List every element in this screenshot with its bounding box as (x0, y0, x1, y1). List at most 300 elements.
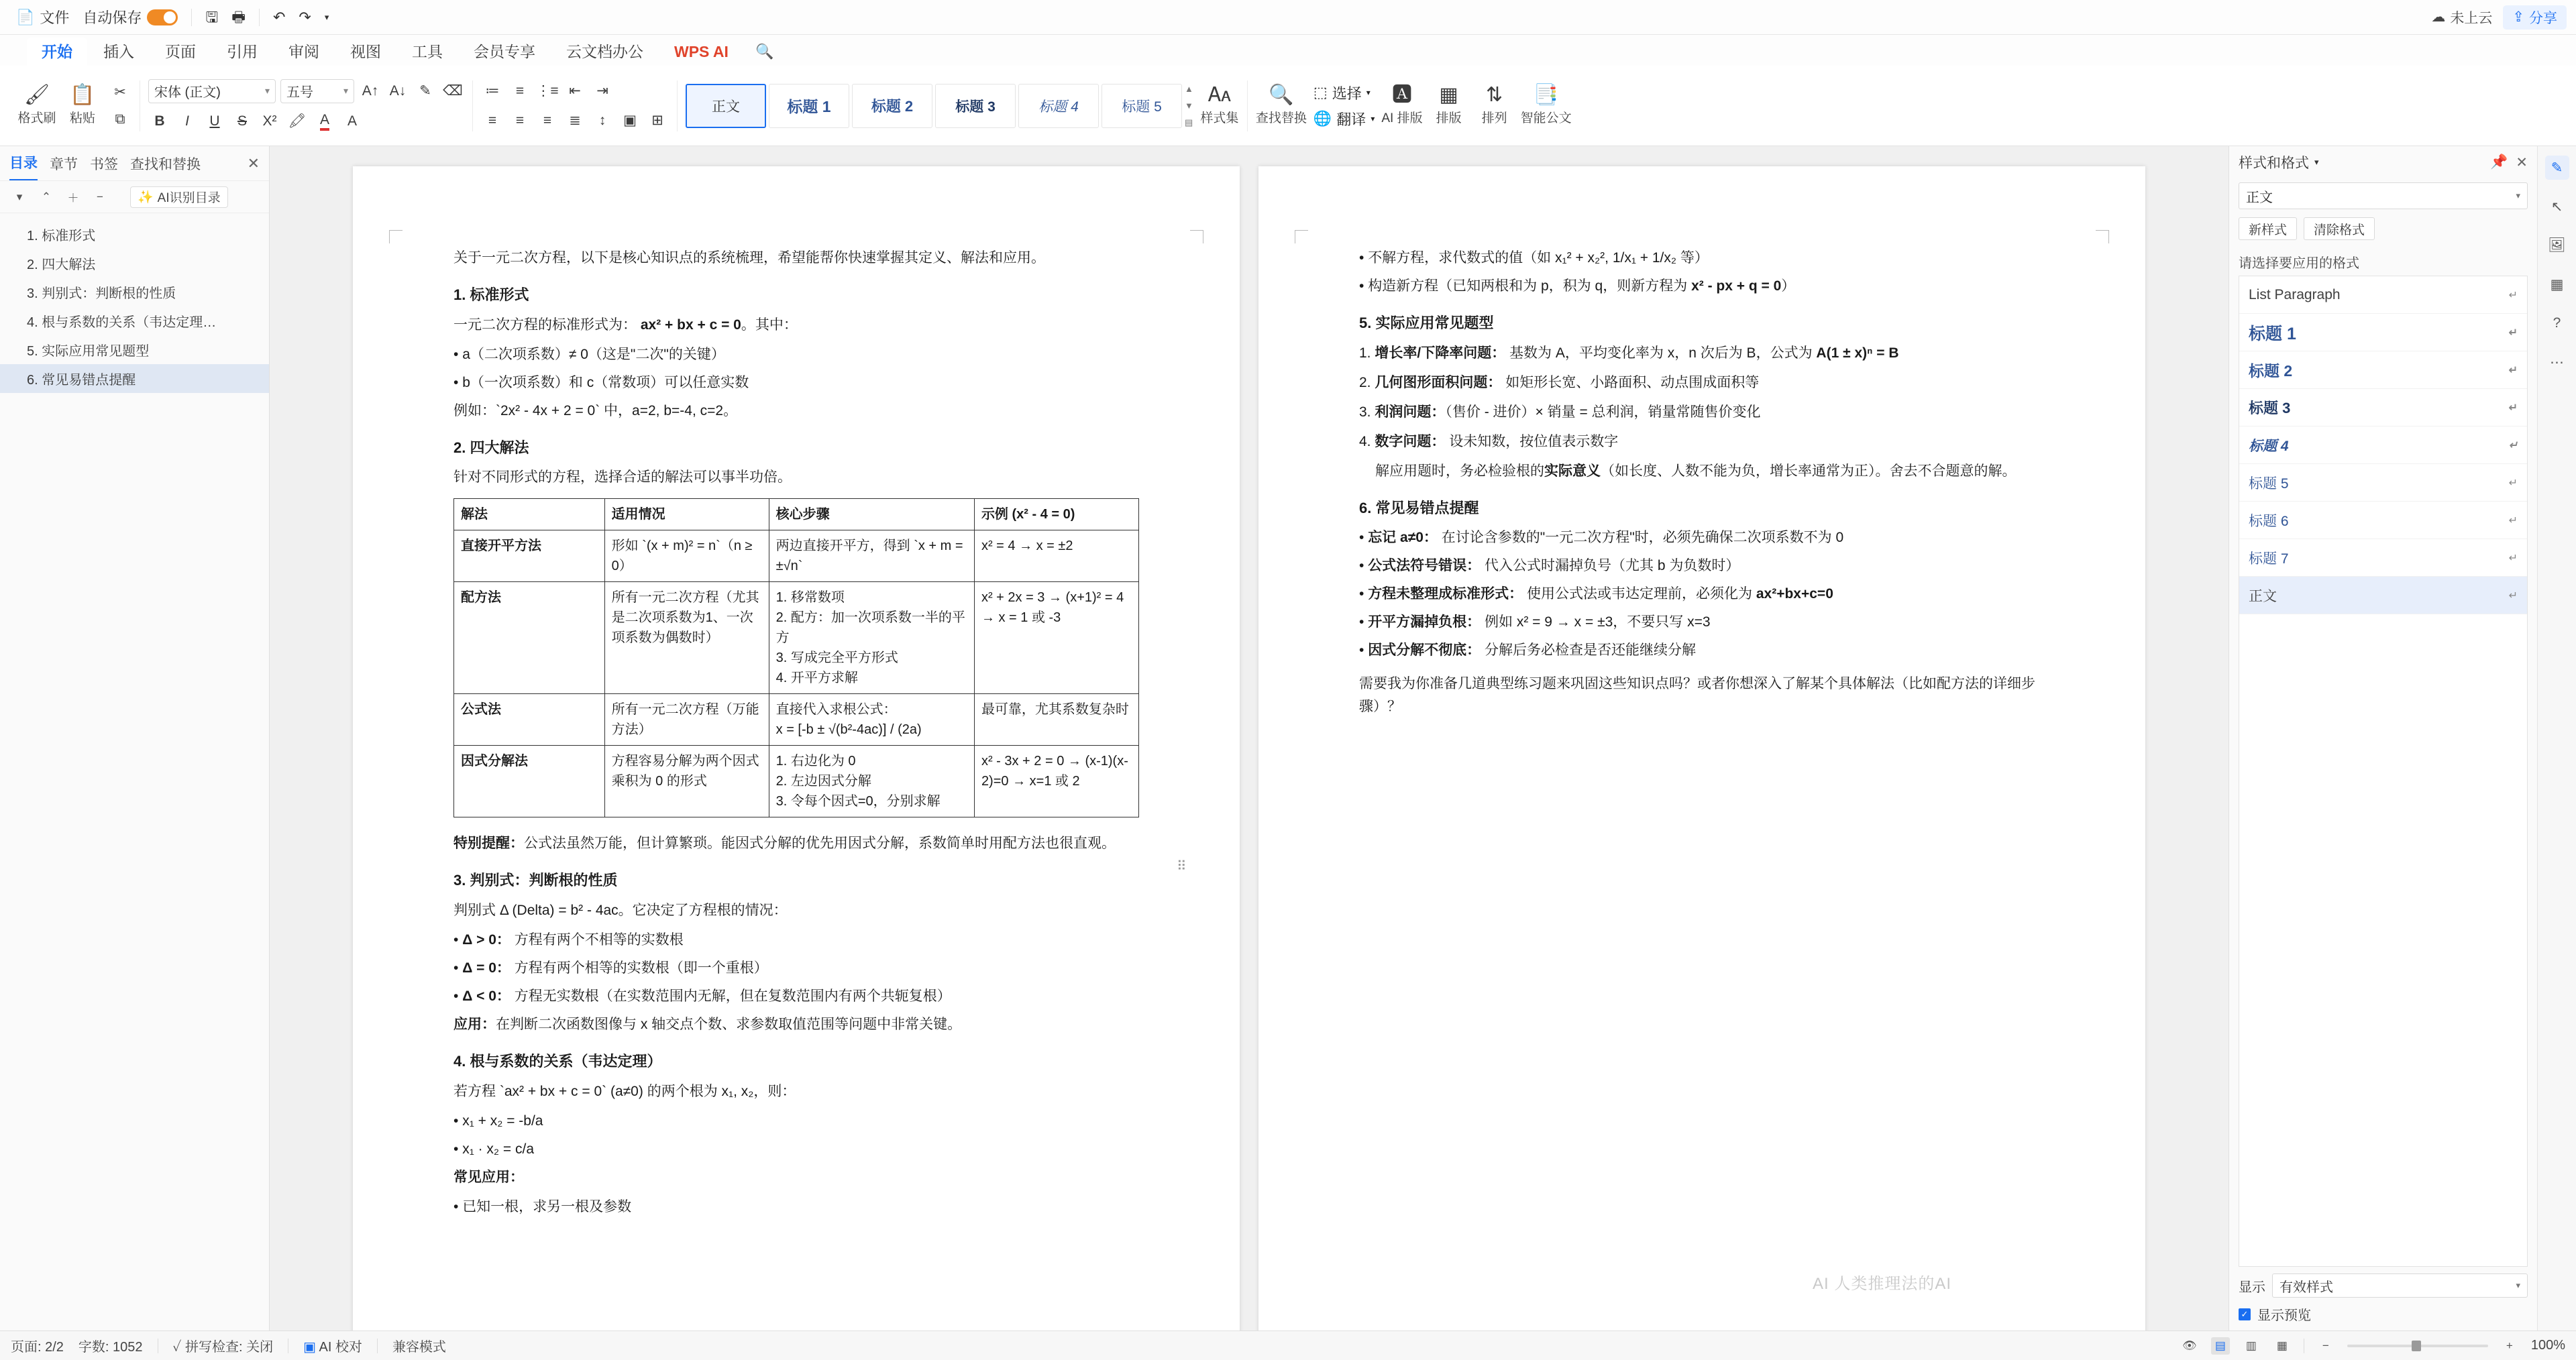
image-icon[interactable]: 🖼 (2548, 237, 2566, 253)
show-label: 显示 (2239, 1280, 2265, 1295)
copy-button[interactable] (109, 108, 131, 131)
doc-closing: 需要我为你准备几道典型练习题来巩固这些知识点吗？或者你想深入了解某个具体解法（比如配方法的详细步骤）？ (1359, 676, 2035, 715)
bullet-list-button[interactable] (481, 80, 504, 103)
show-filter-value: 有效样式 (2279, 1280, 2333, 1295)
table-row (454, 530, 1139, 582)
doc-heading-4: 4. 根与系数的关系（韦达定理） (453, 1053, 662, 1070)
smart-doc-button[interactable] (1521, 85, 1572, 126)
smart-doc-label: 智能公文 (1520, 111, 1572, 125)
doc-note: 解应用题时，务必检验根的实际意义（如长度、人数不能为负，增长率通常为正）。舍去不合题意的解。 (1375, 463, 2017, 479)
zoom-slider-thumb[interactable] (2412, 1341, 2421, 1351)
show-preview-checkbox[interactable] (2239, 1304, 2528, 1324)
ribbon-search-button[interactable] (755, 38, 773, 66)
toc-item-1[interactable]: 1. 标准形式 (27, 229, 96, 243)
clear-format-button[interactable] (441, 80, 464, 103)
print-button[interactable] (225, 4, 252, 31)
font-group (140, 66, 472, 146)
styles-panel-title: 样式和格式 (2239, 156, 2309, 171)
zoom-slider[interactable] (2347, 1345, 2488, 1347)
th-method: 解法 (454, 499, 605, 530)
style-list-item[interactable]: 标题 1 ↵ (2239, 314, 2527, 351)
format-painter-icon: 🖌 (23, 84, 50, 106)
arrange-label: 排版 (1436, 111, 1462, 125)
close-icon[interactable]: ✕ (247, 154, 260, 172)
toc-item-4[interactable]: 4. 根与系数的关系（韦达定理… (27, 315, 217, 330)
style-list[interactable] (2239, 276, 2528, 1267)
highlight-button[interactable] (414, 80, 437, 103)
doc-vieta-line: 若方程 `ax² + bx + c = 0` (a≠0) 的两个根为 x₁, x₂，则： (453, 1083, 796, 1099)
style-list-item[interactable]: 标题 7 ↵ (2239, 539, 2527, 577)
page-1-content (353, 166, 1240, 1251)
paste-button[interactable] (63, 85, 102, 126)
font-size-select[interactable] (280, 79, 354, 103)
table-row (454, 694, 1139, 746)
chevron-down-icon: ▾ (2516, 190, 2520, 201)
style-heading-2[interactable]: 标题 2 (852, 84, 932, 128)
chevron-down-icon: ▾ (1366, 88, 1371, 97)
spellcheck-icon: ✓ (172, 1340, 185, 1355)
style-action-buttons (2229, 213, 2537, 247)
toc-item-3[interactable]: 3. 判别式：判断根的性质 (27, 286, 176, 301)
web-layout-icon[interactable]: ▥ (2245, 1339, 2257, 1352)
doc-bullet: • x₁ · x₂ = c/a (453, 1138, 1139, 1161)
doc-bullet: • 构造新方程（已知两根和为 p，积为 q，则新方程为 x² - px + q = 0） (1359, 275, 2045, 298)
format-painter-label: 格式刷 (17, 111, 56, 125)
line-spacing-icon: ↕ (598, 112, 606, 128)
tab-reference[interactable]: 引用 (227, 43, 258, 60)
cell-method: 因式分解法 (454, 746, 605, 817)
cell-method: 配方法 (454, 582, 605, 694)
superscript-icon: X² (262, 113, 277, 129)
doc-num-item: 3. 利润问题：（售价 - 进价）× 销量 = 总利润，销量常随售价变化 (1359, 404, 1761, 420)
italic-icon: I (185, 113, 189, 129)
save-icon: 🖫 (205, 8, 219, 25)
doc-bullet: • 不解方程，求代数式的值（如 x₁² + x₂², 1/x₁ + 1/x₂ 等） (1359, 247, 2045, 270)
tab-outline[interactable]: 目录 (9, 147, 38, 180)
style-gallery (686, 66, 1193, 146)
doc-bullet: • Δ > 0： 方程有两个不相等的实数根 (453, 929, 1139, 952)
zoom-out-button[interactable]: − (2322, 1339, 2329, 1352)
margin-mark (389, 230, 402, 243)
underline-button[interactable] (203, 110, 226, 133)
divider (191, 9, 192, 26)
doc-methods-line: 针对不同形式的方程，选择合适的解法可以事半功倍。 (453, 469, 792, 486)
doc-intro: 关于一元二次方程，以下是核心知识点的系统梳理，希望能帮你快速掌握其定义、解法和应用。 (453, 250, 1045, 266)
font-name-select[interactable] (148, 79, 276, 103)
align-center-button[interactable] (508, 109, 531, 132)
help-icon[interactable]: ? (2553, 315, 2561, 331)
paragraph-mark-icon: ↵ (2508, 439, 2518, 451)
margin-mark (1190, 230, 1203, 243)
tab-find-replace[interactable]: 查找和替换 (130, 156, 201, 172)
word-count[interactable]: 字数: 1052 (78, 1340, 143, 1355)
style-normal[interactable]: 正文 (686, 84, 766, 128)
cloud-icon: ☁ (2431, 9, 2446, 25)
doc-bullet: • a（二次项系数）≠ 0（这是"二次"的关键） (453, 343, 1139, 366)
paragraph-mark-icon: ↵ (2508, 477, 2518, 489)
chevron-down-icon[interactable]: ▾ (2314, 157, 2319, 167)
doc-heading-5: 5. 实际应用常见题型 (1359, 315, 1494, 332)
cell-case: 形如 `(x + m)² = n`（n ≥ 0） (604, 530, 769, 582)
format-painter-button[interactable] (17, 85, 56, 126)
style-list-item[interactable]: 标题 4 ↵ (2239, 427, 2527, 464)
tab-start[interactable]: 开始 (27, 38, 87, 66)
apply-format-label: 请选择要应用的格式 (2239, 256, 2359, 271)
justify-button[interactable] (564, 109, 586, 132)
arrange-button[interactable] (1430, 85, 1468, 126)
font-shrink-icon: A↓ (389, 82, 407, 99)
smart-doc-icon: 📑 (1533, 84, 1559, 106)
doc-bullet: • 已知一根，求另一根及参数 (453, 1196, 1139, 1219)
page-2-content (1258, 166, 2145, 752)
styles-panel-header (2229, 146, 2537, 178)
cell-example: 最可靠，尤其系数复杂时 (974, 694, 1138, 746)
clear-format-button[interactable]: 清除格式 (2304, 217, 2375, 240)
paste-icon: 📋 (70, 84, 95, 106)
cell-case: 所有一元二次方程（尤其是二次项系数为1、一次项系数为偶数时） (604, 582, 769, 694)
font-color-button[interactable] (313, 110, 336, 133)
margin-mark (1295, 230, 1308, 243)
current-style-value: 正文 (2246, 190, 2273, 205)
share-label: 分享 (2529, 10, 2557, 26)
doc-heading-1: 1. 标准形式 (453, 286, 529, 304)
document-page-1[interactable] (353, 166, 1240, 1330)
superscript-button[interactable] (258, 110, 281, 133)
highlighter-icon: ✎ (419, 83, 431, 99)
doc-common-apply-label: 常见应用： (453, 1169, 524, 1185)
strikethrough-button[interactable] (231, 110, 254, 133)
navigation-panel (0, 146, 270, 1330)
table-row (454, 746, 1139, 817)
toc-item-5[interactable]: 5. 实际应用常见题型 (27, 344, 150, 359)
cell-steps: 1. 移常数项 2. 配方：加一次项系数一半的平方 3. 写成完全平方形式 4. 开平方求解 (769, 582, 974, 694)
arrange-icon: ▦ (1439, 84, 1458, 106)
doc-heading-3: 3. 判别式：判断根的性质 (453, 872, 618, 889)
align-right-button[interactable] (536, 109, 559, 132)
outline-list (0, 213, 269, 400)
magic-icon: ✨ (138, 190, 154, 205)
cell-method: 直接开平方法 (454, 530, 605, 582)
line-spacing-button[interactable] (591, 109, 614, 132)
th-steps: 核心步骤 (769, 499, 974, 530)
clipboard-group (9, 66, 140, 146)
tip-text: 公式法虽然万能，但计算繁琐。能因式分解的优先用因式分解，系数简单时用配方法也很直观。 (524, 836, 1116, 852)
expand-gallery-icon[interactable]: ▤ (1185, 117, 1193, 127)
show-preview-label: 显示预览 (2257, 1308, 2311, 1323)
borders-icon: ⊞ (651, 113, 663, 128)
autosave-control[interactable] (76, 4, 184, 31)
sort-button[interactable] (1475, 85, 1514, 126)
ai-toc-button[interactable] (130, 186, 228, 208)
doc-apply: 应用：在判断二次函数图像与 x 轴交点个数、求参数取值范围等问题中非常关键。 (453, 1017, 962, 1033)
save-button[interactable] (199, 4, 225, 31)
doc-num-item: 2. 几何图形面积问题： 如矩形长宽、小路面积、动点围成面积等 (1359, 374, 1760, 390)
tab-cloud-office[interactable]: 云文档办公 (566, 43, 643, 60)
increase-font-button[interactable] (359, 80, 382, 103)
redo-button[interactable] (292, 4, 317, 31)
file-icon: 📄 (16, 8, 35, 25)
tab-review[interactable]: 审阅 (288, 43, 319, 60)
ai-toc-label: AI识别目录 (157, 191, 221, 205)
style-set-icon: 🗛 (1208, 84, 1231, 106)
compat-mode-label[interactable]: 兼容模式 (392, 1340, 446, 1355)
chevron-down-icon: ▾ (343, 85, 348, 96)
cell-example: x² + 2x = 3 → (x+1)² = 4 → x = 1 或 -3 (974, 582, 1138, 694)
pin-icon[interactable]: 📌 (2490, 154, 2508, 170)
quick-access-dropdown[interactable] (318, 4, 336, 31)
tab-chapter[interactable]: 章节 (50, 156, 78, 172)
show-filter-select[interactable] (2272, 1273, 2528, 1298)
style-list-item[interactable]: List Paragraph ↵ (2239, 276, 2527, 314)
cell-case: 方程容易分解为两个因式乘积为 0 的形式 (604, 746, 769, 817)
edit-icon[interactable]: ✎ (2545, 156, 2569, 180)
document-canvas[interactable] (270, 146, 2229, 1330)
align-left-button[interactable] (481, 109, 504, 132)
cell-case: 所有一元二次方程（万能方法） (604, 694, 769, 746)
translate-button[interactable] (1313, 109, 1375, 129)
align-left-icon: ≡ (488, 112, 497, 128)
doc-bullet: • 忘记 a≠0： 在讨论含参数的"一元二次方程"时，必须先确保二次项系数不为 0 (1359, 526, 2045, 549)
tab-insert[interactable]: 插入 (103, 43, 134, 60)
current-style-select[interactable] (2239, 182, 2528, 209)
print-icon: 🖶 (231, 8, 246, 25)
paragraph-mark-icon: ↵ (2508, 364, 2518, 376)
doc-bullet: • 因式分解不彻底： 分解后务必检查是否还能继续分解 (1359, 639, 2045, 662)
toc-item-6[interactable]: 6. 常见易错点提醒 (0, 364, 269, 393)
text-effects-button[interactable] (341, 110, 364, 133)
paste-label: 粘贴 (69, 111, 95, 125)
editing-group (1248, 66, 1580, 146)
search-icon: 🔍 (1269, 84, 1294, 106)
select-button[interactable] (1313, 82, 1375, 103)
strikethrough-icon: S (237, 113, 247, 129)
doc-bullet: • 开平方漏掉负根： 例如 x² = 9 → x = ±3，不要只写 x=3 (1359, 611, 2045, 634)
style-heading-3[interactable]: 标题 3 (935, 84, 1016, 128)
tab-view[interactable]: 视图 (350, 43, 381, 60)
th-case: 适用情况 (604, 499, 769, 530)
checkbox-icon: ✓ (2239, 1308, 2251, 1320)
font-size-value: 五号 (286, 85, 313, 100)
paragraph-mark-icon: ↵ (2508, 589, 2518, 602)
divider (259, 9, 260, 26)
scissors-icon: ✂ (114, 84, 126, 100)
find-replace-button[interactable] (1256, 85, 1307, 126)
style-heading-5[interactable]: 标题 5 (1102, 84, 1182, 128)
read-view-icon[interactable]: 👁 (2182, 1339, 2197, 1352)
outline-view-icon[interactable]: ▦ (2276, 1339, 2288, 1352)
plus-icon[interactable]: ＋ (67, 192, 79, 205)
status-bar (0, 1330, 2576, 1360)
chevron-up-icon[interactable]: ▲ (1185, 83, 1193, 94)
share-button[interactable] (2503, 5, 2567, 30)
ai-typeset-button[interactable] (1381, 85, 1422, 126)
borders-button[interactable] (646, 109, 669, 132)
doc-tip (453, 832, 1139, 855)
align-right-icon: ≡ (543, 112, 552, 128)
doc-standard-form-line: 一元二次方程的标准形式为： ax² + bx + c = 0。其中： (453, 317, 798, 333)
navigation-tabs (0, 146, 269, 181)
doc-bullet: • Δ < 0： 方程无实数根（在实数范围内无解，但在复数范围内有两个共轭复根） (453, 985, 1139, 1008)
cell-example: x² = 4 → x = ±2 (974, 530, 1138, 582)
undo-button[interactable] (266, 4, 292, 31)
select-label: 选择 (1332, 84, 1362, 102)
main-area (0, 146, 2576, 1330)
search-icon: 🔍 (755, 43, 774, 60)
style-heading-1[interactable]: 标题 1 (769, 84, 849, 128)
watermark-text: AI 人类推理法的AI (1813, 1275, 1952, 1293)
ai-typeset-label: AI 排版 (1381, 111, 1423, 125)
ai-icon: ▣ (303, 1340, 319, 1355)
style-gallery-scroll[interactable] (1185, 84, 1193, 128)
increase-indent-icon: ⇥ (596, 83, 608, 99)
bold-icon: B (154, 113, 165, 129)
doc-heading-2: 2. 四大解法 (453, 439, 529, 456)
cell-method: 公式法 (454, 694, 605, 746)
bullet-list-icon: ≔ (485, 83, 500, 99)
styles-panel-footer (2229, 1267, 2537, 1330)
text-effects-icon: A (347, 113, 357, 129)
ribbon-toolbar (0, 66, 2576, 146)
print-layout-icon[interactable]: ▤ (2211, 1337, 2230, 1355)
spellcheck-status[interactable]: ✓ 拼写检查: 关闭 (172, 1340, 274, 1355)
justify-icon: ≣ (569, 113, 581, 128)
font-color-icon: A (320, 112, 329, 131)
shading-icon: ▣ (623, 113, 637, 128)
multilevel-list-icon: ⋮≡ (536, 83, 559, 99)
select-icon: ⬚ (1313, 84, 1328, 101)
style-list-item[interactable]: 标题 2 ↵ (2239, 351, 2527, 389)
margin-mark (2096, 230, 2109, 243)
font-grow-icon: A↑ (362, 82, 379, 99)
cell-steps: 两边直接开平方，得到 `x + m = ±√n` (769, 530, 974, 582)
cell-example: x² - 3x + 2 = 0 → (x-1)(x-2)=0 → x=1 或 2 (974, 746, 1138, 817)
autosave-toggle[interactable] (147, 9, 178, 25)
font-name-value: 宋体 (正文) (154, 85, 221, 100)
document-page-2[interactable] (1177, 166, 2145, 1330)
undo-icon: ↶ (272, 8, 286, 25)
text-highlight-color-button[interactable] (286, 110, 309, 133)
paragraph-group (473, 66, 677, 146)
minus-icon[interactable]: − (97, 190, 103, 203)
page-count[interactable]: 页面: 2/2 (11, 1340, 64, 1355)
doc-bullet: • b（一次项系数）和 c（常数项）可以任意实数 (453, 372, 1139, 394)
cell-steps: 1. 右边化为 0 2. 左边因式分解 3. 令每个因式=0，分别求解 (769, 746, 974, 817)
file-menu-label: 文件 (40, 9, 70, 26)
style-set-label: 样式集 (1200, 111, 1239, 125)
sort-icon: ⇅ (1486, 84, 1503, 106)
chevron-down-icon: ▾ (324, 12, 329, 22)
table-header-row (454, 499, 1139, 530)
bold-button[interactable] (148, 110, 171, 133)
numbered-list-icon: ≡ (515, 82, 525, 99)
status-bar-right (2180, 1337, 2565, 1355)
new-style-button[interactable]: 新样式 (2239, 217, 2297, 240)
autosave-label: 自动保存 (83, 9, 142, 26)
doc-num-item: 4. 数字问题： 设未知数，按位值表示数字 (1359, 433, 1619, 449)
tip-label: 特别提醒： (453, 836, 524, 852)
tab-bookmark[interactable]: 书签 (90, 156, 118, 172)
numbered-list-button[interactable] (508, 80, 531, 103)
style-list-item[interactable]: 标题 5 ↵ (2239, 464, 2527, 502)
chevron-up-icon[interactable]: ⌃ (41, 190, 52, 203)
share-icon: ⇪ (2512, 9, 2524, 25)
doc-example: 例如：`2x² - 4x + 2 = 0` 中，a=2, b=-4, c=2。 (453, 402, 738, 418)
decrease-font-button[interactable] (386, 80, 409, 103)
doc-num-item: 1. 增长率/下降率问题： 基数为 A，平均变化率为 x，n 次后为 B，公式为 A(1 ± x)ⁿ = B (1359, 345, 1899, 361)
eraser-icon: ⌫ (443, 83, 463, 99)
title-bar (0, 0, 2576, 35)
chevron-down-icon: ▾ (264, 85, 270, 96)
underline-icon: U (209, 113, 220, 129)
zoom-in-button[interactable]: + (2506, 1339, 2513, 1352)
decrease-indent-button[interactable] (564, 80, 586, 103)
th-example: 示例 (x² - 4 = 0) (974, 499, 1138, 530)
cut-button[interactable] (109, 81, 131, 104)
text-highlight-icon: 🖍 (288, 113, 307, 129)
cursor-icon[interactable]: ↖ (2551, 199, 2563, 215)
style-list-item-selected[interactable]: 正文 ↵ (2239, 577, 2527, 614)
style-list-item[interactable]: 标题 6 ↵ (2239, 502, 2527, 539)
style-list-item[interactable]: 标题 3 ↵ (2239, 389, 2527, 427)
ai-typeset-icon: 🅰 (1391, 84, 1412, 106)
redo-icon: ↷ (299, 8, 311, 25)
tab-member[interactable]: 会员专享 (474, 43, 535, 60)
doc-heading-6: 6. 常见易错点提醒 (1359, 499, 1479, 516)
italic-button[interactable] (176, 110, 199, 133)
more-icon[interactable]: ⋯ (2550, 354, 2564, 370)
paragraph-mark-icon: ↵ (2508, 514, 2518, 526)
align-center-icon: ≡ (515, 112, 525, 128)
table-icon[interactable]: ▦ (2550, 276, 2564, 292)
tab-wps-ai[interactable]: WPS AI (674, 43, 729, 60)
sort-label: 排列 (1481, 111, 1507, 125)
styles-panel (2229, 146, 2537, 1330)
methods-table (453, 498, 1139, 817)
chevron-down-icon[interactable]: ▼ (1185, 100, 1193, 111)
drag-handle-icon[interactable]: ⠿ (1177, 859, 1187, 874)
style-heading-4[interactable]: 标题 4 (1018, 84, 1099, 128)
cell-steps: 直接代入求根公式： x = [-b ± √(b²-4ac)] / (2a) (769, 694, 974, 746)
translate-label: 翻译 (1336, 111, 1366, 128)
shading-button[interactable] (619, 109, 641, 132)
paragraph-mark-icon: ↵ (2508, 552, 2518, 564)
doc-bullet: • x₁ + x₂ = -b/a (453, 1110, 1139, 1133)
file-menu-button[interactable] (9, 4, 76, 31)
formula-new-eq: x² - px + q = 0 (1691, 278, 1782, 294)
ribbon-tab-bar (0, 35, 2576, 66)
table-row (454, 582, 1139, 694)
cloud-status[interactable] (2424, 5, 2499, 30)
tab-page[interactable]: 页面 (165, 43, 196, 60)
doc-bullet: • 方程未整理成标准形式： 使用公式法或韦达定理前，必须化为 ax²+bx+c=0 (1359, 583, 2045, 606)
ai-proofread-button[interactable]: ▣ AI 校对 (303, 1340, 362, 1355)
styles-group (678, 66, 1247, 146)
increase-indent-button[interactable] (591, 80, 614, 103)
decrease-indent-icon: ⇤ (569, 83, 581, 99)
divider (377, 1339, 378, 1353)
close-icon[interactable]: ✕ (2516, 154, 2528, 170)
style-set-button[interactable] (1200, 85, 1239, 126)
chevron-down-icon[interactable]: ▾ (16, 190, 23, 203)
cloud-status-label: 未上云 (2450, 10, 2493, 26)
tab-tools[interactable]: 工具 (412, 43, 443, 60)
toc-item-2[interactable]: 2. 四大解法 (27, 258, 96, 272)
multilevel-list-button[interactable] (536, 80, 559, 103)
zoom-level[interactable]: 100% (2530, 1338, 2565, 1353)
doc-bullet: • 公式法符号错误： 代入公式时漏掉负号（尤其 b 为负数时） (1359, 555, 2045, 577)
doc-delta-line: 判别式 Δ (Delta) = b² - 4ac。它决定了方程根的情况： (453, 902, 788, 918)
paragraph-mark-icon: ↵ (2508, 289, 2518, 301)
